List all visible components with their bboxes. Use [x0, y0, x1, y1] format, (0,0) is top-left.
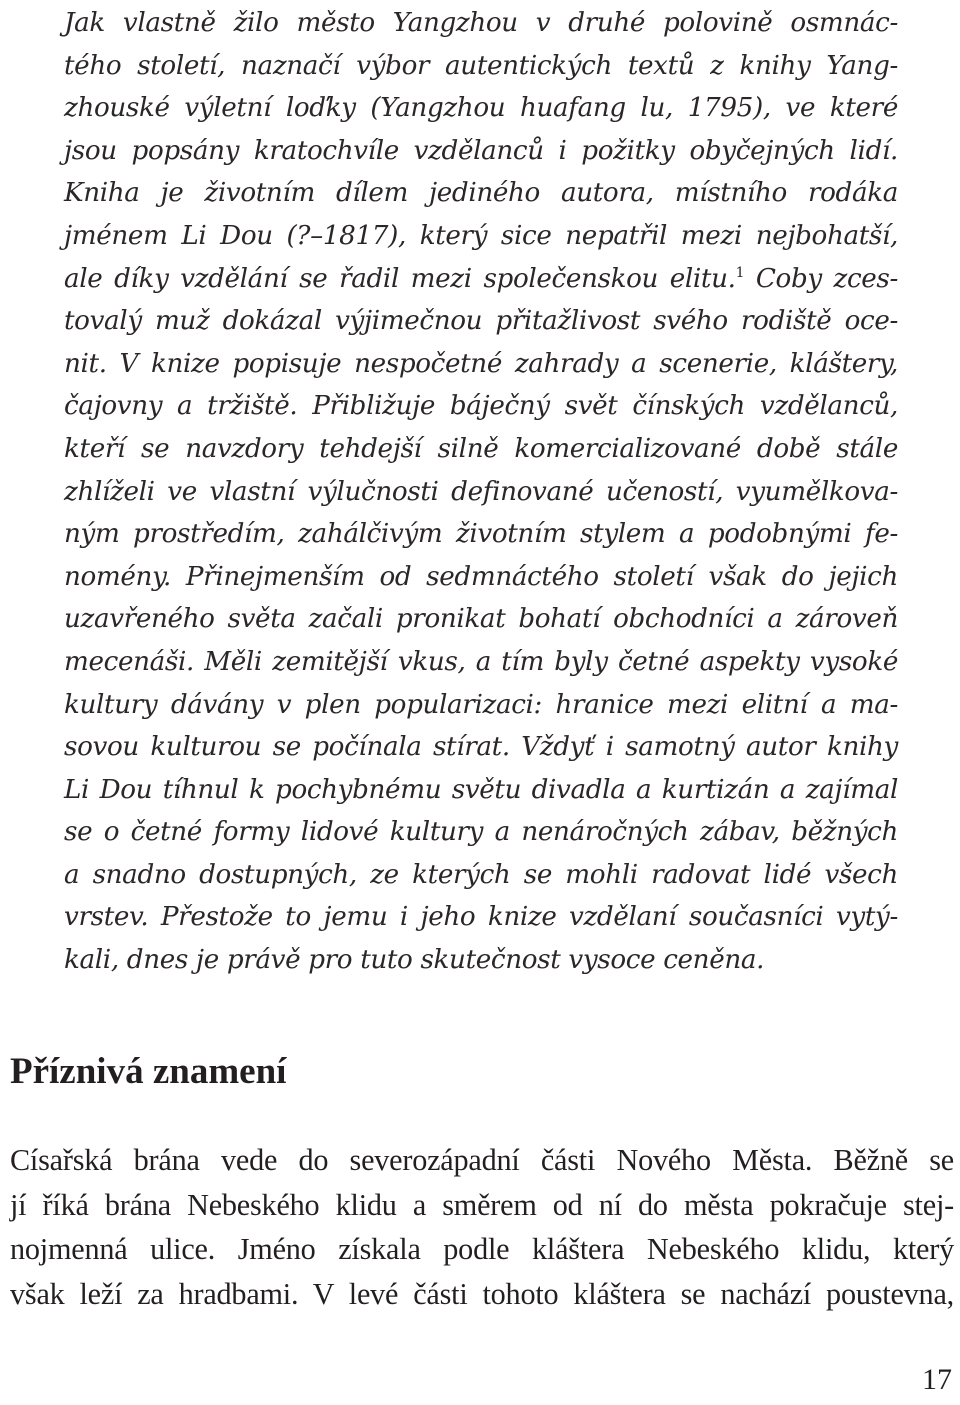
intro-line: čajovny a tržiště. Přibližuje báječný svět čínských vzdělanců, [64, 391, 898, 422]
page-number: 17 [922, 1363, 952, 1396]
intro-line: kteří se navzdory tehdejší silně komercializované době stále [64, 433, 898, 464]
intro-line: vrstev. Přestože to jemu i jeho knize vzdělaní současníci vytý- [64, 902, 898, 933]
intro-line: se o četné formy lidové kultury a nenáročných zábav, běžných [64, 817, 898, 848]
intro-line-text: ale díky vzdělání se řadil mezi společenskou elitu. [64, 263, 736, 294]
body-line: nojmenná ulice. Jméno získala podle kláštera Nebeského klidu, který [10, 1232, 954, 1267]
intro-paragraph [64, 2, 898, 982]
intro-line: mecenáši. Měli zemitější vkus, a tím byly četné aspekty vysoké [64, 646, 898, 677]
section-body [10, 1138, 954, 1316]
intro-line: a snadno dostupných, ze kterých se mohli radovat lidé všech [64, 859, 898, 890]
footnote-reference: 1 [735, 264, 745, 281]
intro-line: tovalý muž dokázal výjimečnou přitažlivost svého rodiště oce- [64, 306, 898, 337]
intro-line: Kniha je životním dílem jediného autora, místního rodáka [64, 178, 898, 209]
intro-line: zhouské výletní loďky (Yangzhou huafang lu, 1795), ve které [64, 93, 898, 124]
intro-line: nomény. Přinejmenším od sedmnáctého století však do jejich [64, 561, 898, 592]
intro-line: jménem Li Dou (?–1817), který sice nepatřil mezi nejbohatší, [64, 220, 898, 251]
body-line: Císařská brána vede do severozápadní části Nového Města. Běžně se [10, 1143, 954, 1177]
intro-line: nit. V knize popisuje nespočetné zahrady a scenerie, kláštery, [64, 348, 898, 379]
intro-line: jsou popsány kratochvíle vzdělanců i požitky obyčejných lidí. [64, 135, 898, 166]
intro-line-text-after-footnote: Coby zces- [744, 263, 898, 294]
body-line: jí říká brána Nebeského klidu a směrem od ní do města pokračuje stej- [10, 1187, 954, 1222]
intro-line-last: kali, dnes je právě pro tuto skutečnost vysoce ceněna. [64, 945, 765, 976]
intro-line: zhlíželi ve vlastní výlučnosti definované učeností, vyumělkova- [64, 476, 898, 507]
body-line: však leží za hradbami. V levé části tohoto kláštera se nachází poustevna, [10, 1276, 954, 1311]
section-heading: Příznivá znamení [10, 1051, 287, 1092]
intro-line: kultury dávány v plen popularizaci: hranice mezi elitní a ma- [64, 689, 898, 720]
intro-line: uzavřeného světa začali pronikat bohatí obchodníci a zároveň [64, 604, 898, 635]
intro-line-with-footnote [64, 258, 898, 301]
intro-line: ným prostředím, zahálčivým životním stylem a podobnými fe- [64, 519, 898, 550]
intro-line: Li Dou tíhnul k pochybnému světu divadla a kurtizán a zajímal [64, 774, 898, 805]
intro-line: Jak vlastně žilo město Yangzhou v druhé polovině osmnác- [64, 8, 898, 38]
intro-line: sovou kulturou se počínala stírat. Vždyť i samotný autor knihy [64, 732, 898, 763]
intro-line: tého století, naznačí výbor autentických textů z knihy Yang- [64, 50, 898, 81]
